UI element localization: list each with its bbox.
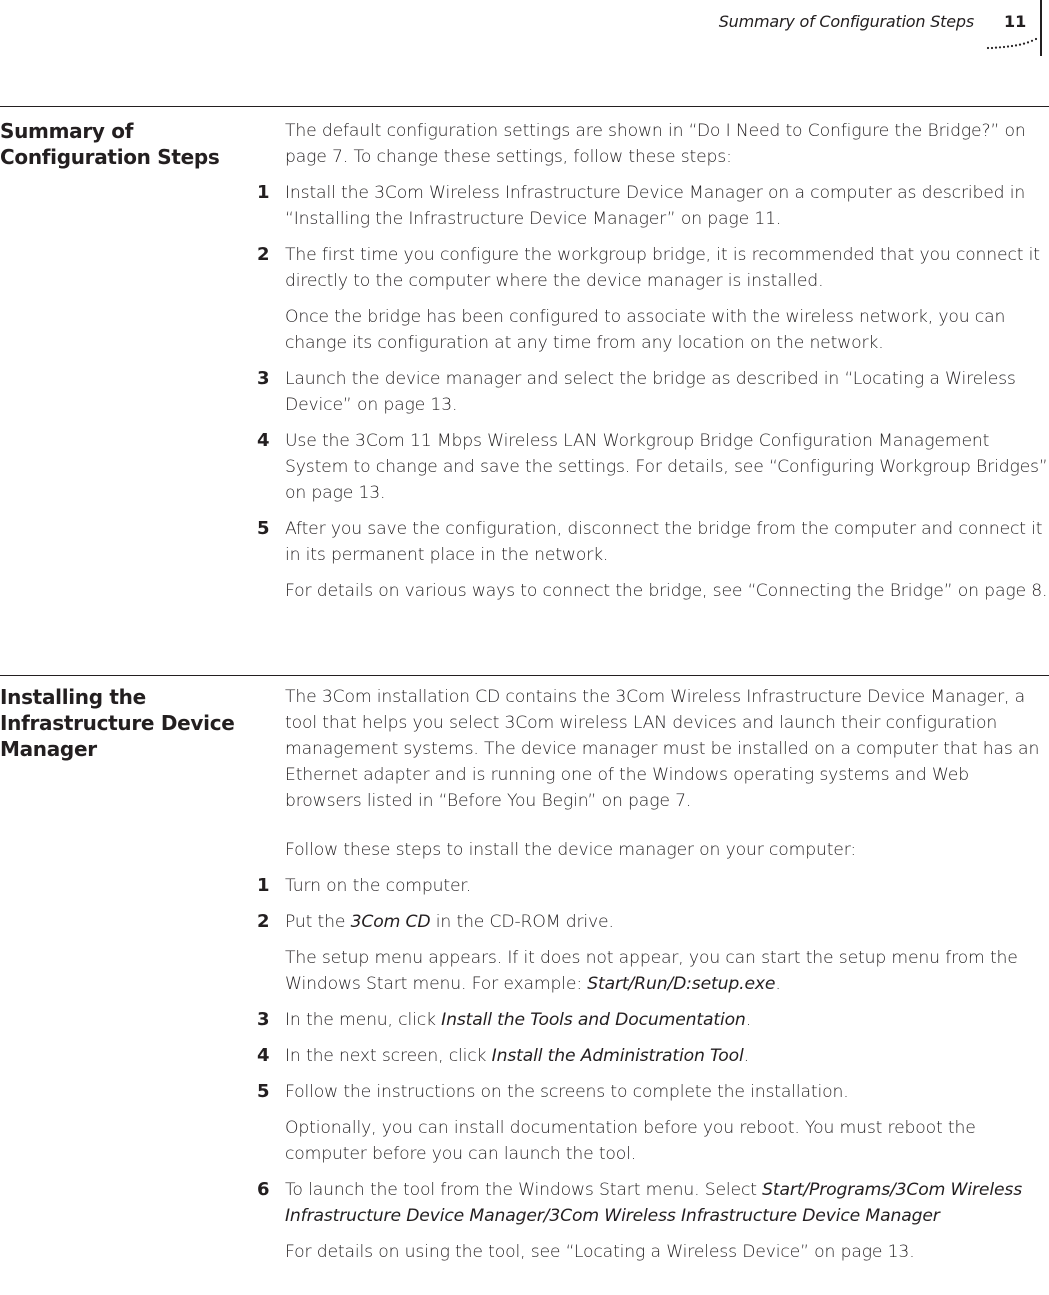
step-text: . <box>745 1010 752 1030</box>
corner-rule <box>1040 0 1042 56</box>
step-item <box>257 180 1049 232</box>
section-title-line: Installing the <box>0 685 146 709</box>
step-item <box>257 366 1049 418</box>
step-item <box>257 1079 1049 1105</box>
step-text: in the CD-ROM drive. <box>430 912 614 932</box>
section-title-line: Summary of <box>0 119 134 143</box>
intro-paragraph: The 3Com installation CD contains the 3Com Wireless Infrastructure Device Manager, a tool that helps you select 3Com wireless LAN devices and launch their configuration management systems. The device manager must be installed on a computer that has an Ethernet adapter and is running one of the Windows operating systems and Web browsers listed in “Before You Begin” on page 7. <box>285 687 1040 811</box>
step-text: Put the <box>285 912 351 932</box>
section-title-summary <box>0 118 250 170</box>
step-number: 3 <box>257 1009 270 1030</box>
section-body-installing <box>257 684 1049 1265</box>
step-item <box>257 1177 1049 1229</box>
step-number: 2 <box>257 911 270 932</box>
step-note: For details on various ways to connect the bridge, see “Connecting the Bridge” on page 8. <box>285 581 1048 601</box>
step-text: The first time you configure the workgroup bridge, it is recommended that you connect it directly to the computer where the device manager is installed. <box>285 245 1040 291</box>
emphasis-text: 3Com CD <box>350 912 431 932</box>
section-body-summary <box>257 118 1049 604</box>
step-note <box>257 945 1049 997</box>
step-text: In the menu, click <box>285 1010 442 1030</box>
step-item <box>257 428 1049 506</box>
intro-paragraph: The default configuration settings are shown in “Do I Need to Configure the Bridge?” on page 7. To change these settings, follow these steps: <box>285 121 1026 167</box>
section-title-line: Configuration Steps <box>0 145 220 169</box>
step-item <box>257 242 1049 294</box>
section-divider <box>0 106 1049 107</box>
step-text: To launch the tool from the Windows Start menu. Select <box>285 1180 763 1200</box>
section-title-line: Manager <box>0 737 97 761</box>
step-item <box>257 873 1049 899</box>
step-number: 1 <box>257 875 270 896</box>
step-text: Install the 3Com Wireless Infrastructure Device Manager on a computer as described in “Installing the Infrastructure Device Manager” on page 11. <box>285 183 1026 229</box>
step-number: 4 <box>257 430 270 451</box>
step-item <box>257 909 1049 935</box>
section-title-installing <box>0 684 250 762</box>
running-header-title: Summary of Configuration Steps <box>718 12 974 31</box>
step-number: 2 <box>257 244 270 265</box>
step-number: 6 <box>257 1179 270 1200</box>
step-text: Launch the device manager and select the bridge as described in “Locating a Wireless Device” on page 13. <box>285 369 1016 415</box>
step-number: 3 <box>257 368 270 389</box>
emphasis-text: Install the Administration Tool <box>491 1046 744 1066</box>
step-number: 5 <box>257 518 270 539</box>
step-text: Use the 3Com 11 Mbps Wireless LAN Workgroup Bridge Configuration Management System to change and save the settings. For details, see “Configuring Workgroup Bridges” on page 13. <box>285 431 1048 503</box>
step-text: . <box>743 1046 749 1066</box>
emphasis-text: Install the Tools and Documentation <box>441 1010 746 1030</box>
step-note: Once the bridge has been configured to associate with the wireless network, you can change its configuration at any time from any location on the network. <box>285 307 1006 353</box>
step-item <box>257 1043 1049 1069</box>
note-text: . <box>775 974 781 994</box>
emphasis-text: Start/Programs/3Com Wireless Infrastructure Device Manager/3Com Wireless Infrastructure Device Manager <box>285 1180 1023 1226</box>
step-number: 5 <box>257 1081 270 1102</box>
emphasis-text: Start/Run/D:setup.exe <box>587 974 776 994</box>
note-text: The setup menu appears. If it does not appear, you can start the setup menu from the Windows Start menu. For example: <box>285 948 1018 994</box>
page-number: 11 <box>1004 12 1027 31</box>
dotted-curve-icon <box>986 36 1040 52</box>
step-note: Optionally, you can install documentation before you reboot. You must reboot the computer before you can launch the tool. <box>285 1118 976 1164</box>
step-item <box>257 1007 1049 1033</box>
step-item <box>257 516 1049 568</box>
step-number: 1 <box>257 182 270 203</box>
follow-paragraph: Follow these steps to install the device manager on your computer: <box>285 840 856 860</box>
step-text: Turn on the computer. <box>285 876 472 896</box>
step-text: In the next screen, click <box>285 1046 492 1066</box>
section-title-line: Infrastructure Device <box>0 711 235 735</box>
section-divider <box>0 675 1049 676</box>
step-text: After you save the configuration, disconnect the bridge from the computer and connect it in its permanent place in the network. <box>285 519 1043 565</box>
step-number: 4 <box>257 1045 270 1066</box>
step-note: For details on using the tool, see “Locating a Wireless Device” on page 13. <box>285 1242 915 1262</box>
step-text: Follow the instructions on the screens to complete the installation. <box>285 1082 849 1102</box>
